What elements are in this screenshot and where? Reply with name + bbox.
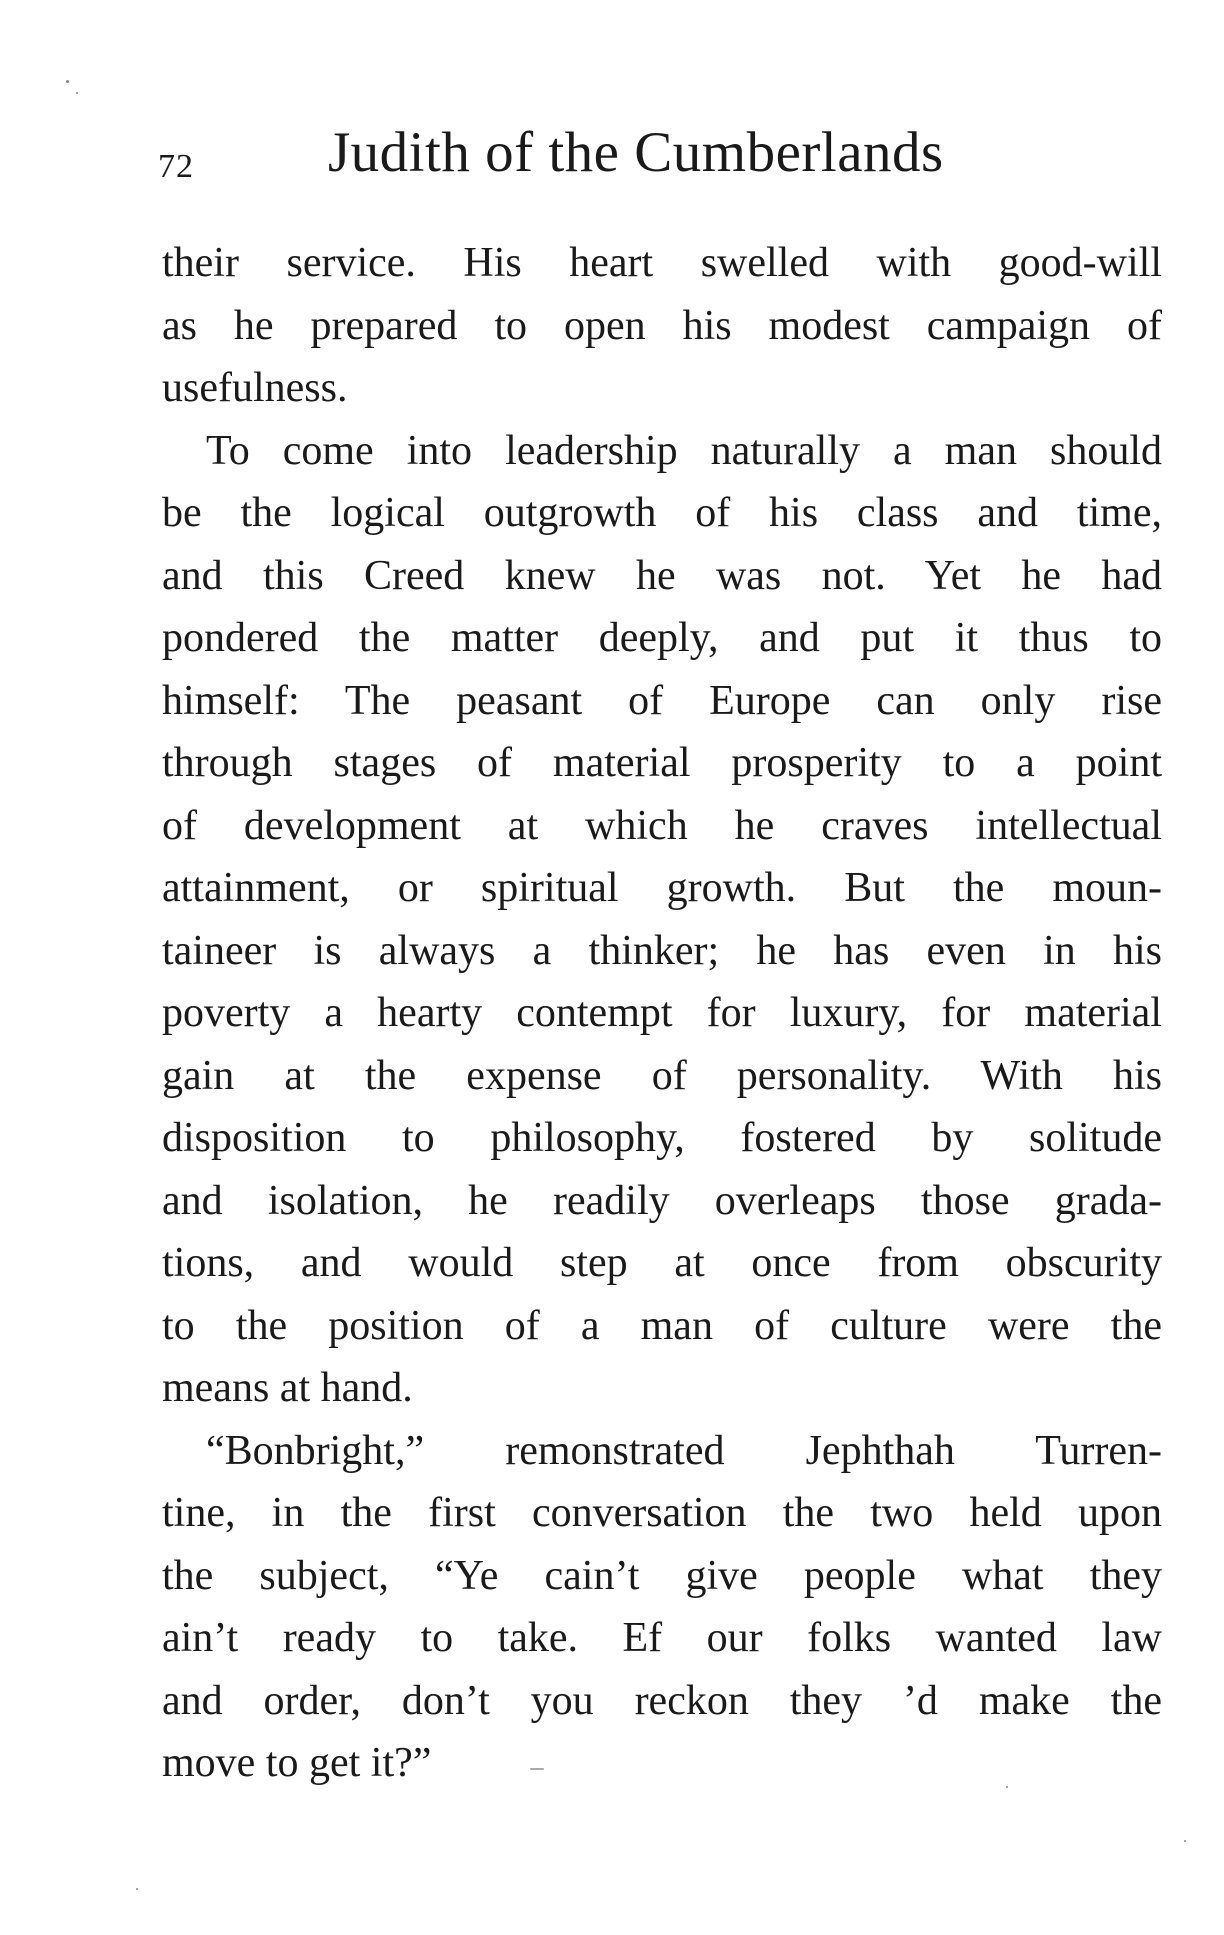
scan-speck <box>136 1888 138 1890</box>
scan-speck <box>1006 1786 1008 1788</box>
text-line: poverty a hearty contempt for luxury, for material <box>162 990 1162 1036</box>
text-line: the subject, “Ye cain’t give people what they <box>162 1552 1162 1599</box>
text-line: of development at which he craves intellectual <box>162 802 1162 849</box>
scan-speck <box>66 80 69 83</box>
text-line: be the logical outgrowth of his class and time, <box>162 490 1162 536</box>
paragraph-start-line: To come into leadership naturally a man should <box>206 427 1162 474</box>
running-title: Judith of the Cumberlands <box>328 121 944 184</box>
text-line: taineer is always a thinker; he has even in his <box>162 927 1162 974</box>
text-line: himself: The peasant of Europe can only rise <box>162 677 1162 724</box>
running-head <box>158 120 1158 200</box>
scan-speck <box>76 92 78 94</box>
scan-speck <box>530 1768 544 1770</box>
text-line: means at hand. <box>162 1365 413 1411</box>
text-line: ain’t ready to take. Ef our folks wanted law <box>162 1615 1162 1661</box>
text-line: tions, and would step at once from obscurity <box>162 1240 1162 1286</box>
text-line: move to get it?” <box>162 1740 432 1786</box>
text-line: pondered the matter deeply, and put it thus to <box>162 615 1162 661</box>
text-line: and isolation, he readily overleaps those grada- <box>162 1177 1162 1224</box>
text-line: through stages of material prosperity to a point <box>162 740 1162 786</box>
text-line: attainment, or spiritual growth. But the moun- <box>162 865 1162 911</box>
page-number: 72 <box>158 148 194 185</box>
text-line: gain at the expense of personality. With his <box>162 1052 1162 1099</box>
scan-speck <box>1184 1840 1186 1842</box>
text-line: disposition to philosophy, fostered by solitude <box>162 1115 1162 1161</box>
text-line: tine, in the first conversation the two held upon <box>162 1490 1162 1536</box>
text-line: to the position of a man of culture were the <box>162 1302 1162 1349</box>
paragraph-start-line: “Bonbright,” remonstrated Jephthah Turren- <box>206 1427 1162 1474</box>
text-line: and order, don’t you reckon they ’d make the <box>162 1677 1162 1724</box>
body-text <box>162 232 1162 1795</box>
text-line: usefulness. <box>162 365 348 411</box>
text-line: and this Creed knew he was not. Yet he had <box>162 552 1162 599</box>
text-line: their service. His heart swelled with good-will <box>162 240 1162 286</box>
text-line: as he prepared to open his modest campaign of <box>162 302 1162 349</box>
